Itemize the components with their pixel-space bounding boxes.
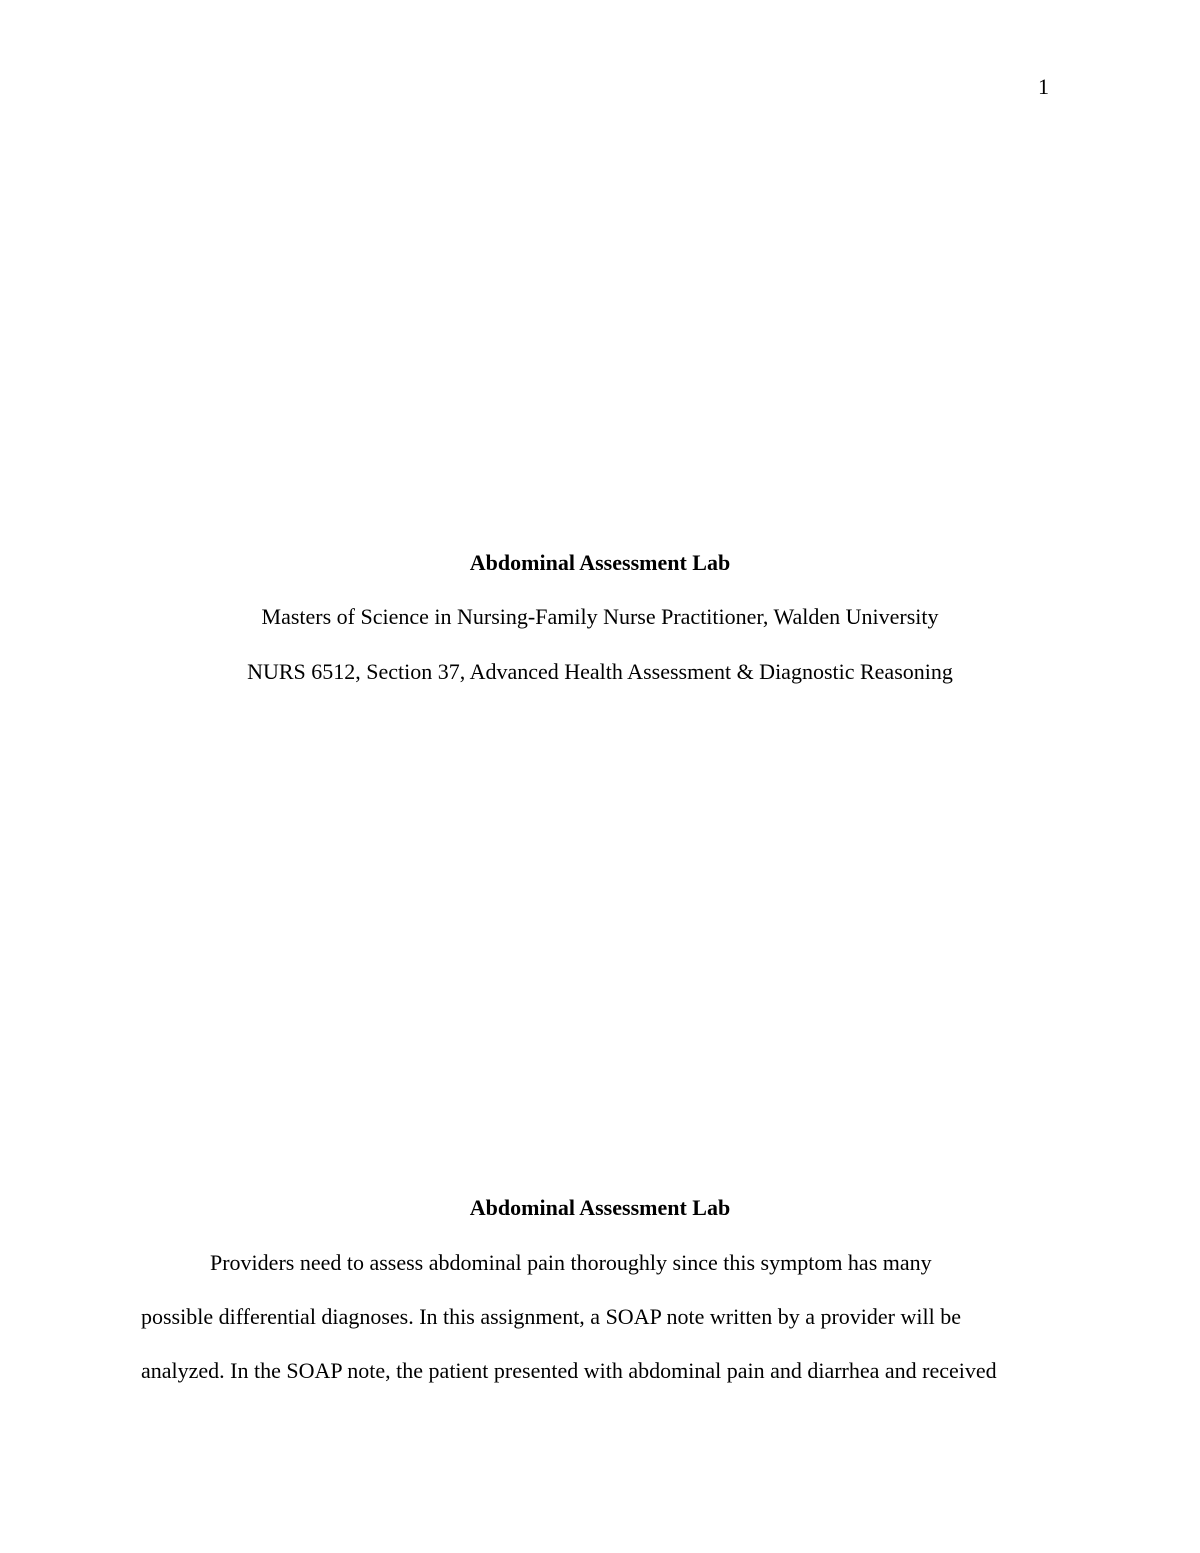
page-number: 1: [1038, 74, 1049, 99]
paragraph-line: Providers need to assess abdominal pain thoroughly since this symptom has many: [210, 1250, 932, 1275]
paragraph-line: possible differential diagnoses. In this assignment, a SOAP note written by a provider will be: [141, 1304, 961, 1329]
paragraph-line: analyzed. In the SOAP note, the patient presented with abdominal pain and diarrhea and received: [141, 1358, 997, 1383]
body-heading: Abdominal Assessment Lab: [469, 1195, 731, 1220]
title-page-title: Abdominal Assessment Lab: [469, 550, 731, 575]
program-line: Masters of Science in Nursing-Family Nurse Practitioner, Walden University: [261, 604, 939, 629]
course-line: NURS 6512, Section 37, Advanced Health Assessment & Diagnostic Reasoning: [247, 659, 953, 684]
